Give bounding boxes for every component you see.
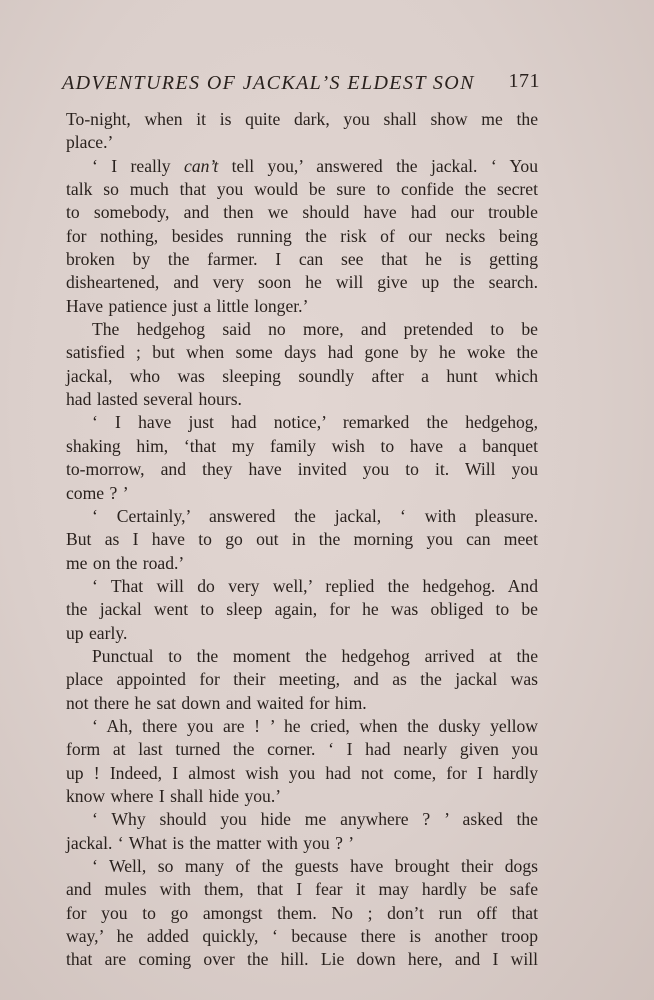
text-line: had lasted several hours. xyxy=(66,389,242,410)
text-line: jackal, who was sleeping soundly after a hunt which xyxy=(66,365,538,386)
text-line: shaking him, ‘that my family wish to have a banquet xyxy=(66,435,538,456)
text-line xyxy=(66,155,538,178)
text-line: and mules with them, that I fear it may hardly be safe xyxy=(66,879,538,900)
text-line: But as I have to go out in the morning you can meet xyxy=(66,529,538,550)
text-line: know where I shall hide you.’ xyxy=(66,785,282,806)
text-line: broken by the farmer. I can see that he is getting xyxy=(66,249,538,270)
text-line: ‘ That will do very well,’ replied the hedgehog. And xyxy=(92,575,538,596)
text-line: place.’ xyxy=(66,132,114,153)
text-line: ‘ Why should you hide me anywhere ? ’ asked the xyxy=(92,809,538,830)
text-line: talk so much that you would be sure to confide the secret xyxy=(66,179,538,200)
text-line: disheartened, and very soon he will give up the search. xyxy=(66,272,538,293)
text-line: that are coming over the hill. Lie down here, and I will xyxy=(66,949,538,970)
text-line: The hedgehog said no more, and pretended to be xyxy=(92,319,538,340)
text-segment: tell you,’ answered the jackal. ‘ You xyxy=(218,155,538,176)
page-number: 171 xyxy=(508,70,540,92)
text-line: form at last turned the corner. ‘ I had nearly given you xyxy=(66,739,538,760)
running-title: ADVENTURES OF JACKAL’S ELDEST SON xyxy=(62,72,475,94)
italic-text: can’t xyxy=(184,155,219,176)
text-line: me on the road.’ xyxy=(66,552,185,573)
text-line: Punctual to the moment the hedgehog arrived at the xyxy=(92,645,538,666)
text-line: ‘ Well, so many of the guests have brought their dogs xyxy=(92,856,538,876)
text-line: Have patience just a little longer.’ xyxy=(66,295,309,316)
text-line: the jackal went to sleep again, for he was obliged to be xyxy=(66,599,538,620)
text-line: To-night, when it is quite dark, you shall show me the xyxy=(66,109,538,129)
text-line: to-morrow, and they have invited you to it. Will you xyxy=(66,459,538,480)
text-line: to somebody, and then we should have had our trouble xyxy=(66,202,538,223)
text-line: ‘ I have just had notice,’ remarked the hedgehog, xyxy=(92,412,538,433)
page-header xyxy=(62,70,540,100)
text-line: place appointed for their meeting, and as the jackal was xyxy=(66,669,538,690)
text-line: not there he sat down and waited for him. xyxy=(66,692,367,713)
text-line: for you to go amongst them. No ; don’t run off that xyxy=(66,902,538,923)
text-line: up early. xyxy=(66,622,128,643)
text-line: up ! Indeed, I almost wish you had not come, for I hardly xyxy=(66,762,538,783)
text-line: ‘ Ah, there you are ! ’ he cried, when the dusky yellow xyxy=(92,715,538,736)
text-line: jackal. ‘ What is the matter with you ? ’ xyxy=(66,832,355,853)
text-segment: ‘ I really xyxy=(92,155,185,176)
text-line: come ? ’ xyxy=(66,482,129,503)
text-line: way,’ he added quickly, ‘ because there is another troop xyxy=(66,926,538,947)
body-text xyxy=(66,108,538,972)
text-line: ‘ Certainly,’ answered the jackal, ‘ with pleasure. xyxy=(92,505,538,526)
text-line: satisfied ; but when some days had gone by he woke the xyxy=(66,342,538,363)
text-line: for nothing, besides running the risk of our necks being xyxy=(66,225,538,246)
